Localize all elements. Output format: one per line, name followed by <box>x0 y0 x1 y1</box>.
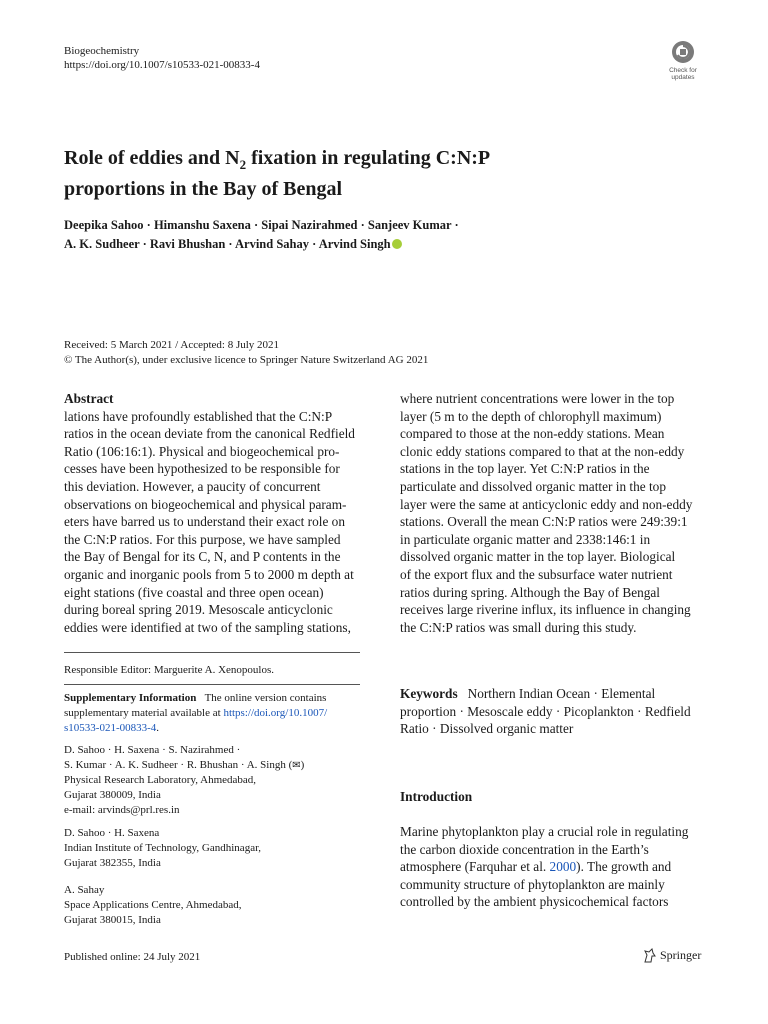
affiliation-sac <box>64 883 364 928</box>
responsible-editor: Responsible Editor: Marguerite A. Xenopoulos. <box>64 664 274 676</box>
title-line2: proportions in the Bay of Bengal <box>64 178 342 200</box>
aff3-line3: Gujarat 380015, India <box>64 914 161 926</box>
title-part1: Role of eddies and N <box>64 147 240 169</box>
footnote-divider <box>64 652 360 653</box>
title-subscript: 2 <box>239 157 247 172</box>
affiliation-iitgn <box>64 826 364 871</box>
abstract-line: the Bay of Bengal for its C, N, and P contents in the <box>64 549 341 565</box>
aff3-line1: A. Sahay <box>64 884 105 896</box>
abstract-line: compared to those at the non-eddy stations. Mean <box>400 426 665 442</box>
badge-text-line1: Check for <box>669 67 697 74</box>
abstract-line: in particulate organic matter and 2338:146:1 in <box>400 531 651 547</box>
intro-line1: Marine phytoplankton play a crucial role in regulating <box>400 824 689 839</box>
abstract-line: eight stations (five coastal and three open ocean) <box>64 584 324 600</box>
orcid-icon[interactable] <box>392 239 402 249</box>
badge-text-line2: updates <box>671 74 695 81</box>
intro-line4: community structure of phytoplankton are mainly <box>400 876 665 892</box>
abstract-line: Ratio (106:16:1). Physical and biogeochemical pro- <box>64 443 340 459</box>
intro-line5: controlled by the ambient physicochemical factors <box>400 894 669 910</box>
abstract-line: dissolved organic matter in the top layer. Biological <box>400 549 676 565</box>
abstract-line: cesses have been hypothesized to be responsible for <box>64 461 340 477</box>
keywords-line3: Ratio · Dissolved organic matter <box>400 721 574 737</box>
intro-line3-a: atmosphere (Farquhar et al. <box>400 859 550 875</box>
abstract-line: the C:N:P ratios. For this purpose, we have sampled <box>64 531 341 547</box>
authors-line2: A. K. Sudheer · Ravi Bhushan · Arvind Sahay · Arvind Singh <box>64 237 391 251</box>
supp-text: The online version contains <box>204 692 327 704</box>
intro-line3 <box>400 858 703 876</box>
publisher-name: Springer <box>660 948 702 962</box>
supp-link-part1[interactable]: https://doi.org/10.1007/ <box>223 707 328 719</box>
aff1-line1: D. Sahoo · H. Saxena · S. Nazirahmed · <box>64 744 241 756</box>
abstract-line: this deviation. However, a paucity of concurrent <box>64 478 321 494</box>
published-online: Published online: 24 July 2021 <box>64 951 201 963</box>
abstract-col1-lines <box>64 408 367 637</box>
authors-line2-wrap <box>64 235 704 254</box>
copyright-line: © The Author(s), under exclusive licence to Springer Nature Switzerland AG 2021 <box>64 354 429 366</box>
introduction-text <box>400 823 703 911</box>
keywords-line2: proportion · Mesoscale eddy · Picoplankton · Redfield <box>400 703 691 719</box>
abstract-label-line <box>64 390 367 408</box>
authors-line1: Deepika Sahoo · Himanshu Saxena · Sipai Nazirahmed · Sanjeev Kumar · <box>64 218 459 232</box>
abstract-line: clonic eddy stations compared to that at the non-eddy <box>400 443 685 459</box>
check-for-updates-icon <box>661 38 705 82</box>
supp-line2 <box>64 706 364 721</box>
affiliation-prl <box>64 743 364 818</box>
aff1-line4: Gujarat 380009, India <box>64 789 161 801</box>
aff1-line2-end: ) <box>300 759 305 771</box>
springer-horse-icon <box>643 948 656 963</box>
abstract-line: observations on biogeochemical and physical param- <box>64 496 347 512</box>
supplementary-info <box>64 691 364 736</box>
supp-end: . <box>156 722 160 734</box>
keywords-text1: Northern Indian Ocean · Elemental <box>467 686 656 701</box>
abstract-line: layer were the same at anticyclonic eddy and non-eddy <box>400 496 693 512</box>
aff3-line2: Space Applications Centre, Ahmedabad, <box>64 899 242 911</box>
introduction-heading: Introduction <box>400 789 473 804</box>
supp-label: Supplementary Information <box>64 692 197 704</box>
abstract-line: ratios in the ocean deviate from the canonical Redfield <box>64 426 355 442</box>
abstract-col1 <box>64 390 367 636</box>
abstract-line: eters have barred us to understand their exact role on <box>64 514 345 530</box>
aff1-line2: S. Kumar · A. K. Sudheer · R. Bhushan · A. Singh ( <box>64 759 293 771</box>
title-part2: fixation in regulating C:N:P <box>246 147 491 169</box>
abstract-line: receives large riverine influx, its influence in changing <box>400 602 691 618</box>
article-title <box>64 146 664 201</box>
abstract-line: layer (5 m to the depth of chlorophyll maximum) <box>400 408 662 424</box>
aff1-line2-wrap <box>64 758 364 773</box>
footnote-divider-2 <box>64 684 360 685</box>
abstract-line: particulate and dissolved organic matter in the top <box>400 478 666 494</box>
check-for-updates-badge[interactable] <box>661 38 705 82</box>
author-list <box>64 216 704 254</box>
abstract-label: Abstract <box>64 391 114 406</box>
abstract-line: lations have profoundly established that the C:N:P <box>64 408 333 424</box>
intro-line2: the carbon dioxide concentration in the Earth’s <box>400 841 649 857</box>
intro-line3-b: ). The growth and <box>576 859 672 875</box>
aff2-line1: D. Sahoo · H. Saxena <box>64 827 160 839</box>
abstract-line: where nutrient concentrations were lower in the top <box>400 391 675 406</box>
received-accepted: Received: 5 March 2021 / Accepted: 8 July 2021 <box>64 339 280 351</box>
aff1-email[interactable]: e-mail: arvinds@prl.res.in <box>64 804 180 816</box>
journal-name: Biogeochemistry <box>64 45 140 57</box>
aff2-line3: Gujarat 382355, India <box>64 857 161 869</box>
envelope-icon[interactable]: ✉ <box>292 760 301 771</box>
abstract-line: the C:N:P ratios was small during this study. <box>400 619 637 635</box>
keywords-line1 <box>400 685 703 703</box>
keywords-block <box>400 685 703 738</box>
abstract-line: ratios during spring. Although the Bay of Bengal <box>400 584 660 600</box>
abstract-line: of the export flux and the subsurface water nutrient <box>400 566 673 582</box>
abstract-line: stations. Overall the mean C:N:P ratios were 249:39:1 <box>400 514 688 530</box>
abstract-line: during boreal spring 2019. Mesoscale anticyclonic <box>64 602 333 618</box>
keywords-label: Keywords <box>400 686 458 701</box>
abstract-line: eddies were identified at two of the sampling stations, <box>64 619 351 635</box>
abstract-col2 <box>400 390 703 636</box>
supp-line3 <box>64 721 364 736</box>
aff1-line3: Physical Research Laboratory, Ahmedabad, <box>64 774 257 786</box>
aff2-line2: Indian Institute of Technology, Gandhinagar, <box>64 842 262 854</box>
supp-text2: supplementary material available at <box>64 707 221 719</box>
citation-link-2000[interactable]: 2000 <box>549 859 577 875</box>
abstract-line: organic and inorganic pools from 5 to 2000 m depth at <box>64 566 354 582</box>
supp-line1 <box>64 691 364 706</box>
article-doi[interactable]: https://doi.org/10.1007/s10533-021-00833-4 <box>64 59 260 71</box>
supp-link-part2[interactable]: s10533-021-00833-4 <box>64 722 157 734</box>
abstract-line: stations in the top layer. Yet C:N:P ratios in the <box>400 461 650 477</box>
springer-logo <box>643 948 701 963</box>
